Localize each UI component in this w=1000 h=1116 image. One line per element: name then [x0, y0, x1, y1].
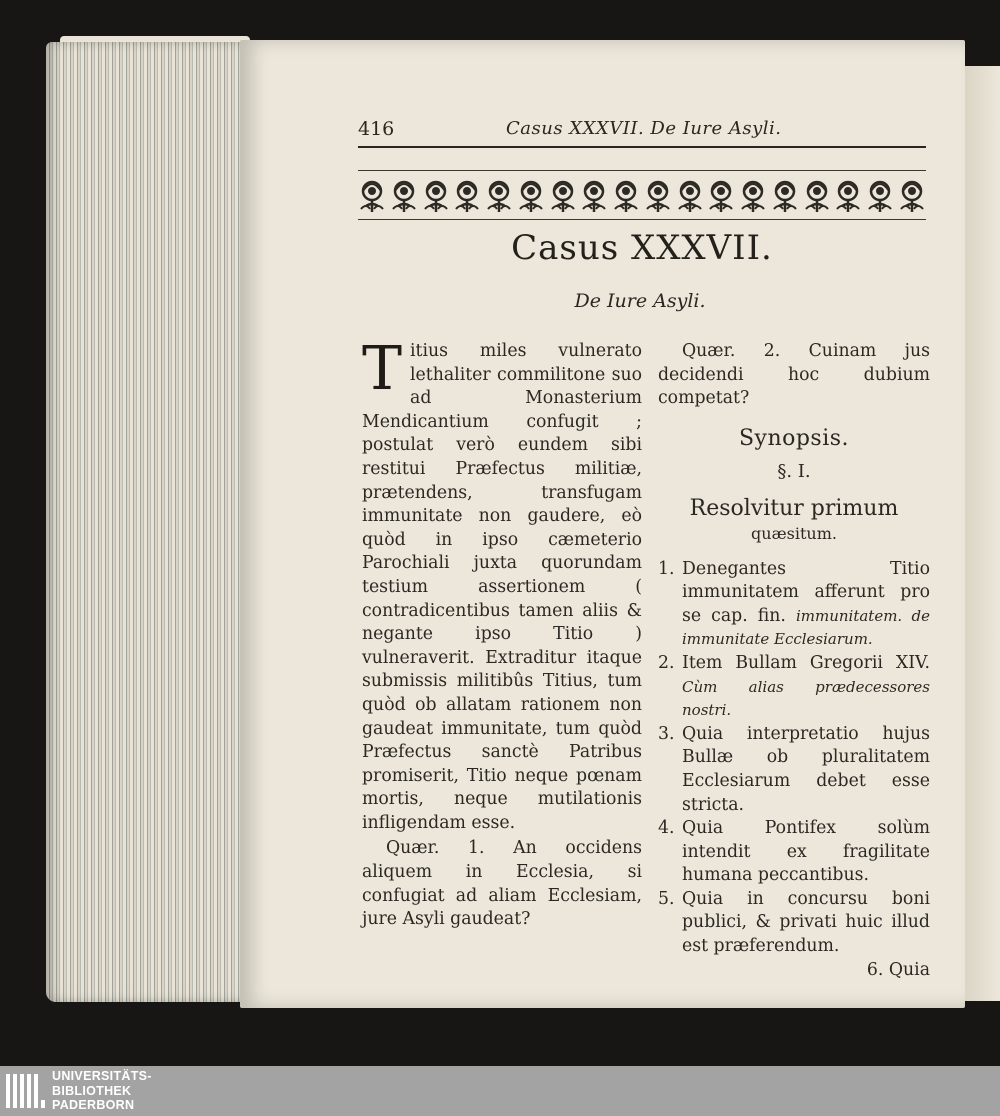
chapter-subtitle: De Iure Asyli.	[574, 290, 706, 312]
running-title: Casus XXXVII. De Iure Asyli.	[506, 118, 782, 139]
ornament-flower-icon	[390, 175, 418, 215]
catchword: 6. Quia	[866, 959, 930, 980]
ornament-flower-icon	[739, 175, 767, 215]
section-heading: Resolvitur primum	[689, 495, 899, 521]
question-paragraph: Quær. 1. An occidens aliquem in Ecclesia, si confugiat ad aliam Ecclesiam, jure Asyli gaudeat?	[362, 838, 642, 930]
library-footer	[0, 1066, 1000, 1116]
paragraph-text: itius miles vulnerato lethaliter commilitone suo ad Monasterium Mendicantium confugit ; postulat verò eundem sibi restitui Præfectus militiæ, prætendens, transfugam immunitate non gaudere, eò quòd in ipso cæmeterio Parochiali juxta quorundam testium assertionem ( contradicentibus tamen aliis & negante ipso Titio ) vulneraverit. Extraditur itaque submissis militibûs Titius, tum quòd ob allatam rationem non gaudeat immunitate, tum quòd Præfectus sanctè Patribus promiserit, Titio neque pœnam mortis, neque mutilationis infligendam esse.	[362, 341, 642, 833]
ornament-flower-icon	[644, 175, 672, 215]
item-text	[682, 558, 930, 652]
ornament-band-icon	[358, 170, 926, 220]
facing-page-edge	[960, 66, 1000, 1001]
item-body: Item Bullam Gregorii XIV.	[682, 652, 930, 673]
ornament-flower-icon	[612, 175, 640, 215]
item-number: 5.	[658, 888, 675, 909]
right-column	[658, 340, 930, 982]
ornament-flower-icon	[517, 175, 545, 215]
running-head	[358, 116, 926, 148]
item-text: Quia Pontifex solùm intendit ex fragilitate humana peccantibus.	[682, 818, 930, 886]
library-line-2: BIBLIOTHEK	[52, 1083, 132, 1098]
ornament-flower-icon	[834, 175, 862, 215]
item-citation: immunitatem. de immunitate Ecclesiarum.	[682, 606, 930, 649]
item-number: 2.	[658, 652, 675, 673]
page-number: 416	[358, 118, 395, 140]
library-name	[52, 1069, 152, 1113]
synopsis-item	[658, 652, 930, 723]
item-text: Quia interpretatio hujus Bullæ ob pluralitatem Ecclesiarum debet esse stricta.	[682, 723, 930, 815]
ornament-flower-icon	[866, 175, 894, 215]
catchword-line	[658, 959, 930, 983]
page-stack-edges	[46, 42, 246, 1002]
ornament-flower-icon	[549, 175, 577, 215]
ornament-flower-icon	[422, 175, 450, 215]
ornament-flower-icon	[485, 175, 513, 215]
item-text: Quia in concursu boni publici, & privati huic illud est præferendum.	[682, 888, 930, 957]
ornament-flower-icon	[771, 175, 799, 215]
question-2: Quær. 2. Cuinam jus decidendi hoc dubium competat?	[658, 341, 930, 409]
section-mark: §. I.	[777, 461, 811, 483]
ornament-flower-icon	[803, 175, 831, 215]
ornament-flower-icon	[453, 175, 481, 215]
item-number: 3.	[658, 723, 675, 744]
item-number: 4.	[658, 818, 675, 839]
synopsis-heading: Synopsis.	[738, 425, 850, 451]
item-body: Denegantes Titio immunitatem afferunt pro se cap. fin.	[682, 558, 930, 626]
synopsis-item	[658, 723, 930, 817]
library-line-3: PADERBORN	[52, 1098, 135, 1112]
synopsis-item	[658, 817, 930, 888]
library-logo-icon	[4, 1070, 46, 1112]
chapter-title: Casus XXXVII.	[511, 228, 773, 268]
ornament-flower-icon	[898, 175, 926, 215]
ornament-flower-icon	[707, 175, 735, 215]
item-number: 1.	[658, 558, 675, 579]
ornament-flower-icon	[358, 175, 386, 215]
ornament-flower-icon	[676, 175, 704, 215]
item-citation: Cùm alias prædecessores nostri.	[682, 677, 930, 720]
ornament-flower-icon	[580, 175, 608, 215]
synopsis-item	[658, 558, 930, 652]
opening-paragraph	[362, 334, 642, 835]
library-line-1: UNIVERSITÄTS-	[52, 1069, 152, 1083]
section-subheading: quæsitum.	[751, 523, 837, 543]
left-column	[362, 334, 642, 932]
synopsis-item	[658, 888, 930, 959]
item-text	[682, 652, 930, 723]
drop-cap: T	[362, 334, 403, 404]
